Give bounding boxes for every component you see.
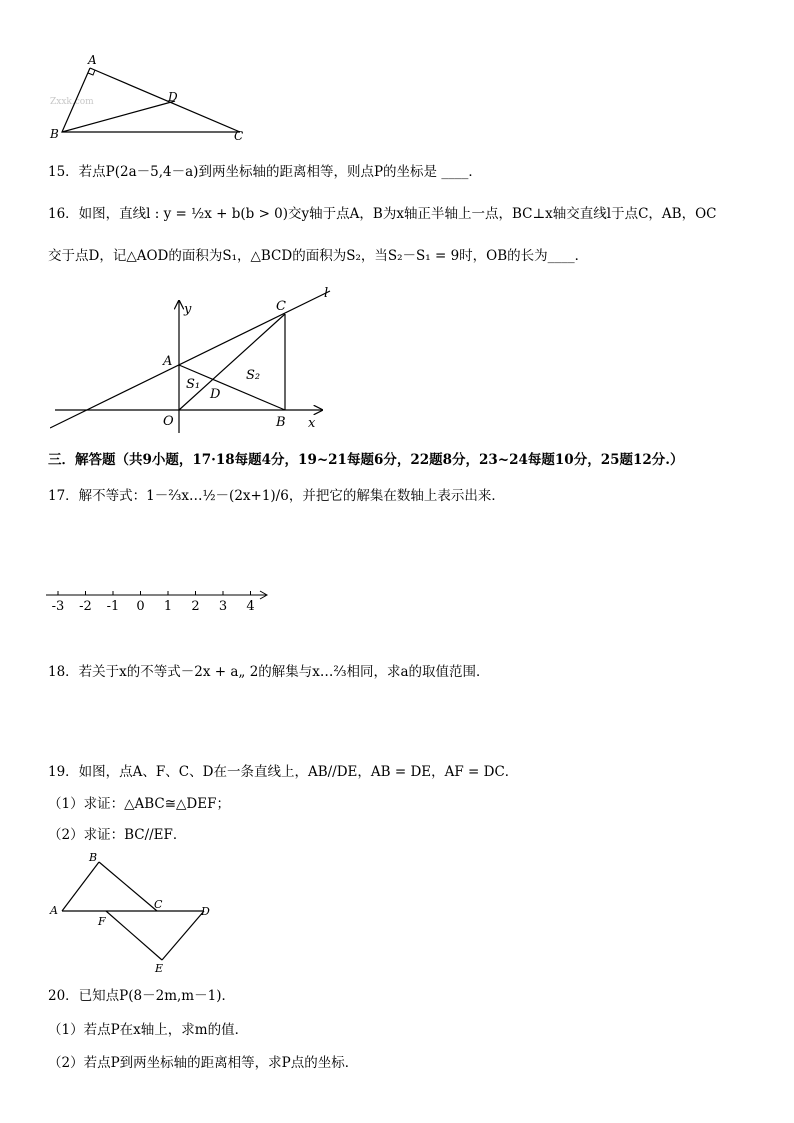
label-line-l: l	[324, 286, 329, 301]
label-a: A	[163, 354, 173, 369]
question-20: 20．已知点P(8－2m,m－1)．	[48, 988, 235, 1004]
label-a: A	[50, 904, 58, 917]
question-16-line-2: 交于点D，记△AOD的面积为S₁，△BCD的面积为S₂，当S₂－S₁ = 9时，OB的长为____．	[48, 248, 589, 264]
label-d: D	[201, 905, 210, 918]
triangle-abc-figure	[40, 48, 260, 148]
question-19-part-2: （2）求证：BC//EF．	[48, 827, 187, 843]
label-b: B	[50, 127, 59, 141]
label-f: F	[98, 915, 106, 928]
question-19-part-1: （1）求证：△ABC≅△DEF；	[48, 796, 230, 812]
label-s1: S₁	[186, 377, 201, 392]
label-o: O	[163, 414, 174, 429]
number-line-label: 0	[136, 599, 145, 614]
label-c: C	[234, 129, 244, 143]
number-line-label: -1	[106, 599, 120, 614]
q19-figure	[44, 848, 224, 978]
number-line-label: -2	[79, 599, 92, 614]
label-x-axis: x	[308, 416, 316, 431]
label-d: D	[210, 387, 221, 402]
q16-coordinate-figure	[50, 283, 350, 438]
label-e: E	[155, 962, 164, 975]
label-b: B	[276, 415, 286, 430]
label-c: C	[154, 898, 163, 911]
question-20-part-2: （2）若点P到两坐标轴的距离相等，求P点的坐标．	[48, 1055, 359, 1071]
number-line	[44, 585, 274, 615]
number-line-label: -3	[51, 599, 65, 614]
question-17: 17．解不等式：1－⅔x…½－(2x+1)/6，并把它的解集在数轴上表示出来．	[48, 488, 505, 504]
label-c: C	[276, 299, 286, 314]
number-line-label: 3	[218, 599, 228, 614]
question-16-line-1: 16．如图，直线l : y = ½x + b(b > 0)交y轴于点A，B为x轴正半轴上一点，BC⊥x轴交直线l于点C，AB，OC	[48, 206, 717, 222]
question-15: 15．若点P(2a－5,4－a)到两坐标轴的距离相等，则点P的坐标是 ____．	[48, 164, 482, 180]
question-19: 19．如图，点A、F、C、D在一条直线上，AB//DE，AB = DE，AF = DC．	[48, 764, 519, 780]
number-line-label: 4	[246, 599, 255, 614]
number-line-label: 1	[163, 599, 173, 614]
label-s2: S₂	[246, 368, 261, 383]
label-y-axis: y	[184, 302, 192, 317]
watermark: Zxxk.com	[50, 97, 94, 107]
label-b: B	[89, 851, 98, 864]
question-20-part-1: （1）若点P在x轴上，求m的值．	[48, 1022, 249, 1038]
section-3-heading: 三．解答题（共9小题，17·18每题4分，19~21每题6分，22题8分，23~24每题10分，25题12分.）	[48, 452, 684, 468]
label-d: D	[168, 90, 178, 104]
number-line-label: 2	[191, 599, 200, 614]
label-a: A	[88, 53, 97, 67]
question-18: 18．若关于x的不等式－2x + a„ 2的解集与x…⅔相同，求a的取值范围．	[48, 664, 490, 680]
